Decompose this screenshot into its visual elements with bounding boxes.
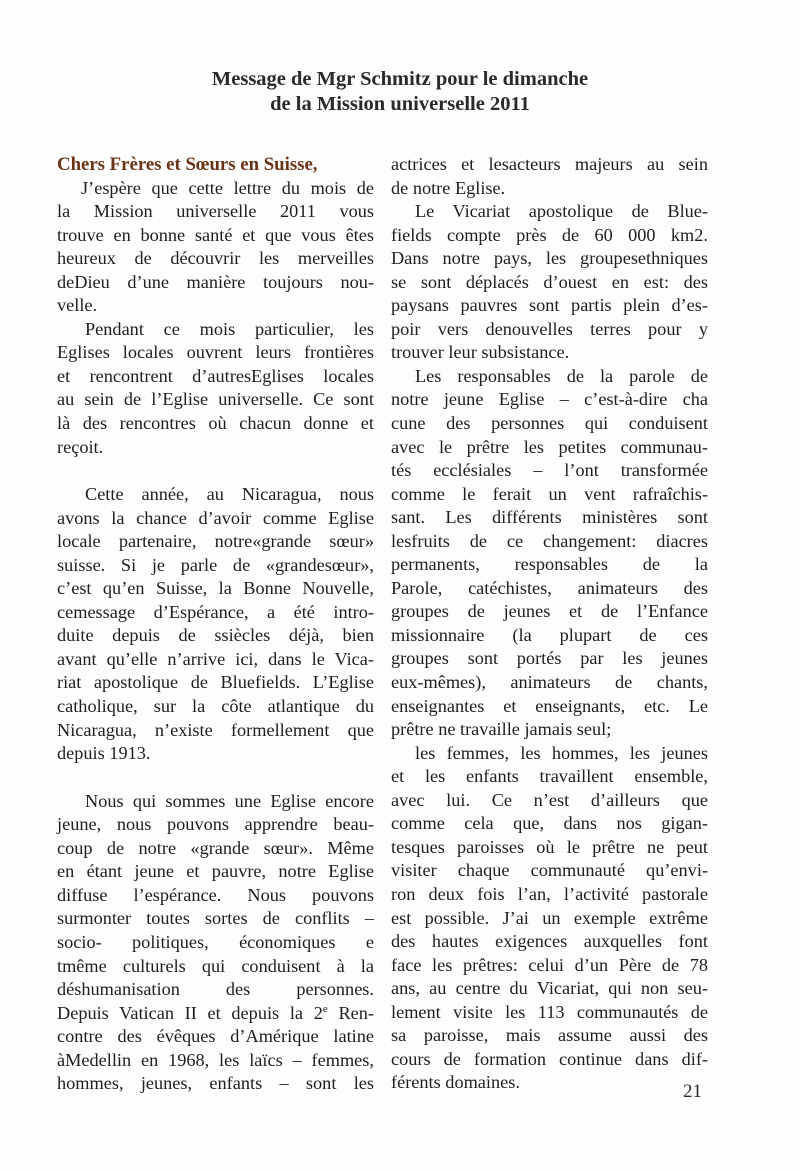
text-line: ans, au centre du Vicariat, qui non seu- xyxy=(391,978,708,999)
paragraph xyxy=(57,177,374,318)
text-line: trouve en bonne santé et que vous êtes xyxy=(57,224,374,245)
text-line: J’espère que cette lettre du mois de xyxy=(81,177,374,198)
text-line: contre des évêques d’Amérique latine xyxy=(57,1026,374,1047)
text-line: tesques paroisses où le prêtre ne peut xyxy=(391,836,708,857)
text-line: Parole, catéchistes, animateurs des xyxy=(391,577,708,598)
paragraph-gap xyxy=(57,459,374,483)
text-line: au sein de l’Eglise universelle. Ce sont xyxy=(57,389,374,410)
text-line: socio- politiques, économiques e xyxy=(57,931,374,952)
text-line: Les responsables de la parole de xyxy=(415,365,708,386)
text-line: Le Vicariat apostolique de Blue- xyxy=(415,201,708,222)
text-line: surmonter toutes sortes de conflits – xyxy=(57,908,374,929)
text-line: avant qu’elle n’arrive ici, dans le Vica- xyxy=(57,648,374,669)
text-line: des hautes exigences auxquelles font xyxy=(391,931,708,952)
text-line: cours de formation continue dans dif- xyxy=(391,1048,708,1069)
text-line: catholique, sur la côte atlantique du xyxy=(57,696,374,717)
text-line: missionnaire (la plupart de ces xyxy=(391,624,708,645)
page-number: 21 xyxy=(683,1081,702,1102)
text-line: face les prêtres: celui d’un Père de 78 xyxy=(391,954,708,975)
text-line: avec lui. Ce n’est d’ailleurs que xyxy=(391,789,708,810)
text-line: paysans pauvres sont partis plein d’es- xyxy=(391,295,708,316)
text-line: lement visite les 113 communautés de xyxy=(391,1001,708,1022)
text-line: suisse. Si je parle de «grandesœur», xyxy=(57,554,374,575)
text-line: se sont déplacés d’ouest en est: des xyxy=(391,271,708,292)
text-line: lesfruits de ce changement: diacres xyxy=(391,530,708,551)
text-line: Dans notre pays, les groupesethniques xyxy=(391,248,708,269)
text-line: c’est qu’en Suisse, la Bonne Nouvelle, xyxy=(57,578,374,599)
text-fragment: Ren- xyxy=(327,1002,374,1023)
text-line: déshumanisation des personnes. xyxy=(57,979,374,1000)
page-title-line-2: de la Mission universelle 2011 xyxy=(270,93,530,115)
text-fragment: Depuis Vatican II et depuis la 2 xyxy=(57,1002,323,1023)
text-line: tmême culturels qui conduisent à la xyxy=(57,955,374,976)
text-line: duite depuis de ssiècles déjà, bien xyxy=(57,625,374,646)
text-line: deDieu d’une manière toujours nou- xyxy=(57,271,374,292)
text-line xyxy=(57,1002,374,1026)
text-line: là des rencontres où chacun donne et xyxy=(57,413,374,434)
page-title-line-1: Message de Mgr Schmitz pour le dimanche xyxy=(211,68,589,90)
paragraph xyxy=(57,483,374,766)
text-line: Nous qui sommes une Eglise encore xyxy=(85,790,374,811)
text-line: avons la chance d’avoir comme Eglise xyxy=(57,507,374,528)
text-line: groupes de jeunes et de l’Enfance xyxy=(391,601,708,622)
text-line: prêtre ne travaille jamais seul; xyxy=(391,719,612,740)
text-line: cune des personnes qui conduisent xyxy=(391,413,708,434)
paragraph xyxy=(391,365,708,742)
text-line: trouver leur subsistance. xyxy=(391,342,570,363)
paragraph xyxy=(57,318,374,459)
text-line: permanents, responsables de la xyxy=(391,554,708,575)
text-line: ron deux fois l’an, l’activité pastorale xyxy=(391,883,708,904)
text-line: àMedellin en 1968, les laïcs – femmes, xyxy=(57,1049,374,1070)
greeting: Chers Frères et Sœurs en Suisse, xyxy=(57,154,318,175)
text-line: visiter chaque communauté qu’envi- xyxy=(391,860,708,881)
text-line: Nicaragua, n’existe formellement que xyxy=(57,719,374,740)
right-column xyxy=(391,153,708,1095)
text-line: tés ecclésiales – l’ont transformée xyxy=(391,460,708,481)
text-line: sant. Les différents ministères sont xyxy=(391,507,708,528)
text-line: riat apostolique de Bluefields. L’Eglise xyxy=(57,672,374,693)
text-line: reçoit. xyxy=(57,436,104,457)
superscript: e xyxy=(322,1002,328,1015)
text-line: notre jeune Eglise – c’est-à-dire cha xyxy=(391,389,708,410)
left-column xyxy=(57,153,374,1096)
text-line: locale partenaire, notre«grande sœur» xyxy=(57,531,374,552)
text-line: heureux de découvrir les merveilles xyxy=(57,248,374,269)
text-line: de notre Eglise. xyxy=(391,177,506,198)
text-line: Eglises locales ouvrent leurs frontières xyxy=(57,342,374,363)
text-line: comme le ferait un vent rafraîchis- xyxy=(391,483,708,504)
text-line: est possible. J’ai un exemple extrême xyxy=(391,907,708,928)
text-line: velle. xyxy=(57,295,98,316)
text-line: Cette année, au Nicaragua, nous xyxy=(85,484,374,505)
text-line: la Mission universelle 2011 vous xyxy=(57,201,374,222)
text-line: et les enfants travaillent ensemble, xyxy=(391,766,708,787)
text-line: diffuse l’espérance. Nous pouvons xyxy=(57,884,374,905)
text-line: hommes, jeunes, enfants – sont les xyxy=(57,1073,374,1094)
text-line: coup de notre «grande sœur». Même xyxy=(57,837,374,858)
paragraph xyxy=(391,200,708,365)
paragraph xyxy=(391,742,708,1095)
text-line: enseignantes et enseignants, etc. Le xyxy=(391,695,708,716)
text-line: en étant jeune et pauvre, notre Eglise xyxy=(57,861,374,882)
text-line: fields compte près de 60 000 km2. xyxy=(391,224,708,245)
text-line: avec le prêtre les petites communau- xyxy=(391,436,708,457)
paragraph xyxy=(57,790,374,1096)
text-line: sa paroisse, mais assume aussi des xyxy=(391,1025,708,1046)
text-line: jeune, nous pouvons apprendre beau- xyxy=(57,814,374,835)
text-line: poir vers denouvelles terres pour y xyxy=(391,318,708,339)
text-line: actrices et lesacteurs majeurs au sein xyxy=(391,154,708,174)
text-line: les femmes, les hommes, les jeunes xyxy=(415,742,708,763)
text-line: cemessage d’Espérance, a été intro- xyxy=(57,601,374,622)
text-line: férents domaines. xyxy=(391,1072,520,1093)
paragraph xyxy=(391,153,708,200)
paragraph-gap xyxy=(57,766,374,790)
text-line: eux-mêmes), animateurs de chants, xyxy=(391,672,708,693)
text-line: comme cela que, dans nos gigan- xyxy=(391,813,708,834)
text-line: depuis 1913. xyxy=(57,743,151,764)
text-line: et rencontrent d’autresEglises locales xyxy=(57,365,374,386)
text-line: Pendant ce mois particulier, les xyxy=(85,318,374,339)
text-line: groupes sont portés par les jeunes xyxy=(391,648,708,669)
